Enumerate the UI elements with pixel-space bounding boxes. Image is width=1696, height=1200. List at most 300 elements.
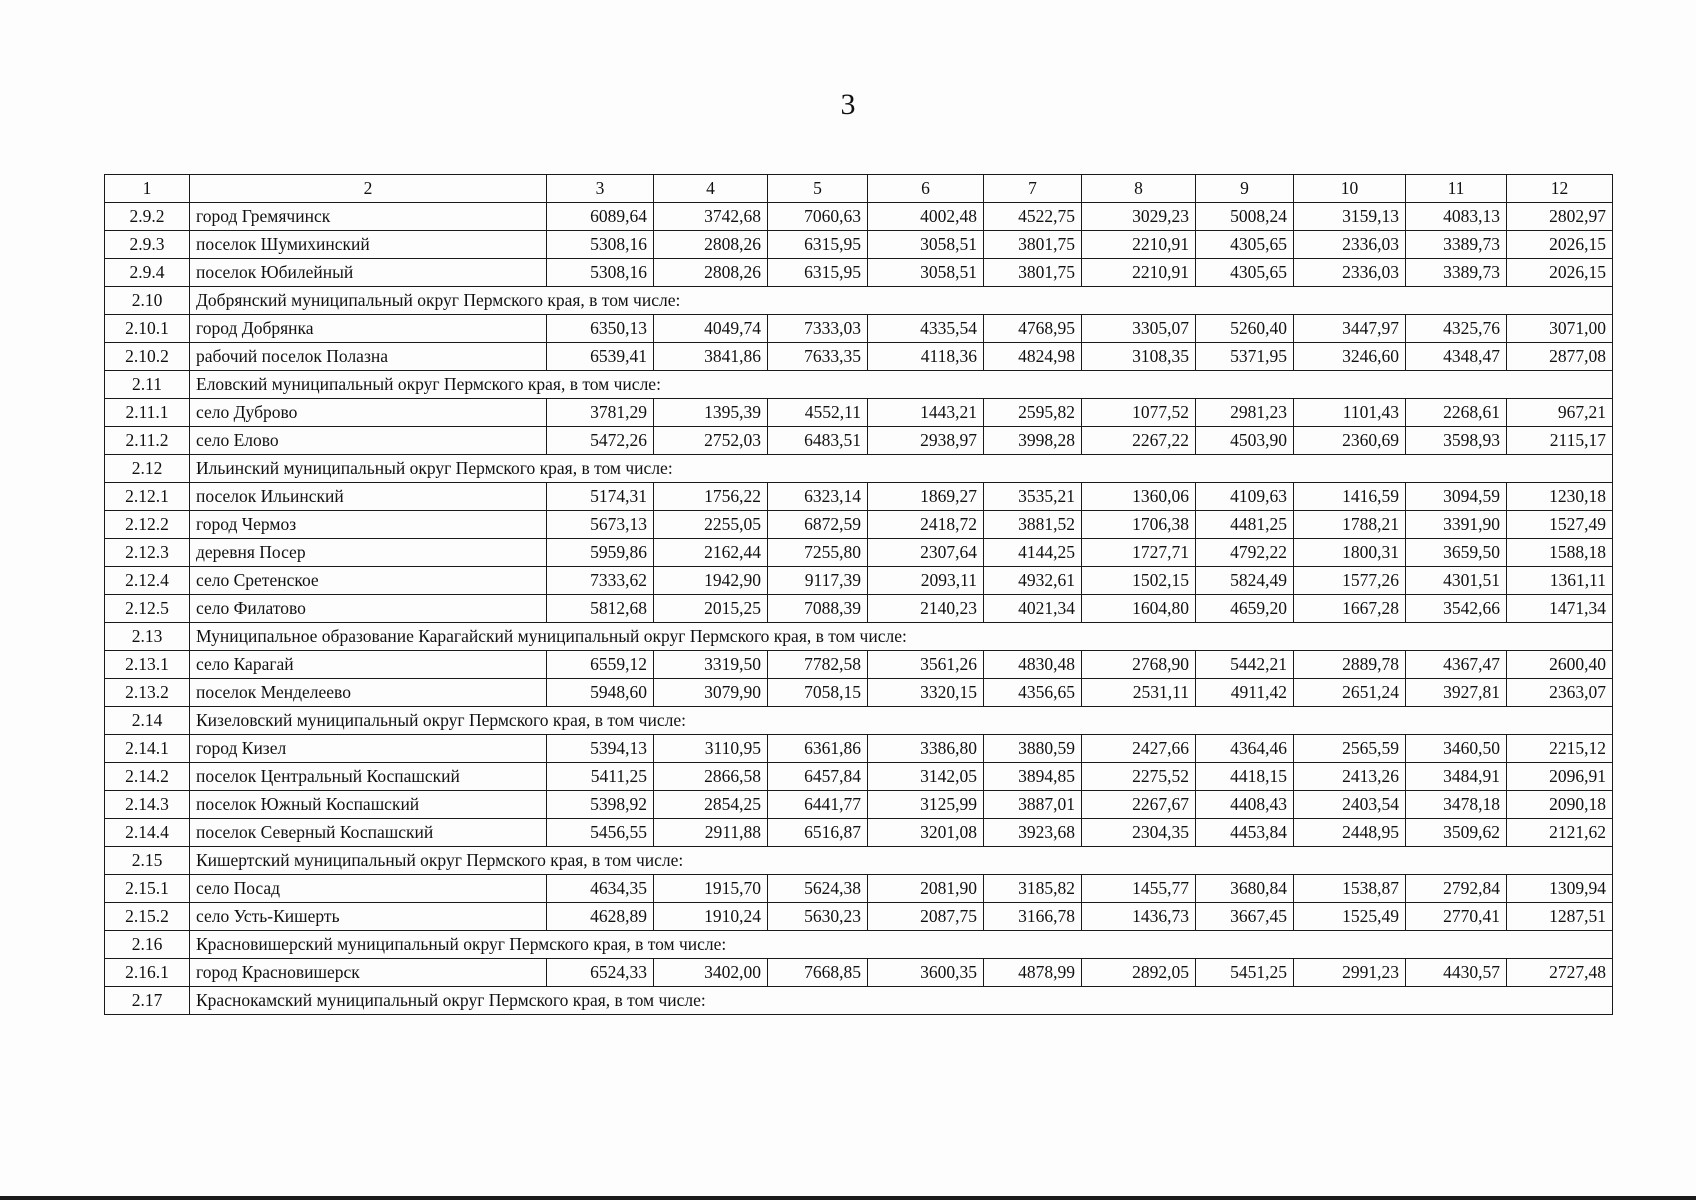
value-cell: 3894,85 [984,763,1082,791]
value-cell: 7668,85 [768,959,868,987]
value-cell: 1309,94 [1507,875,1613,903]
row-number: 2.12.3 [105,539,190,567]
section-number: 2.16 [105,931,190,959]
header-cell: 1 [105,175,190,203]
value-cell: 6089,64 [547,203,654,231]
value-cell: 3680,84 [1196,875,1294,903]
value-cell: 1287,51 [1507,903,1613,931]
settlement-name: город Красновишерск [190,959,547,987]
value-cell: 6516,87 [768,819,868,847]
value-cell: 4418,15 [1196,763,1294,791]
value-cell: 5472,26 [547,427,654,455]
value-cell: 3801,75 [984,231,1082,259]
value-cell: 2307,64 [868,539,984,567]
value-cell: 7333,03 [768,315,868,343]
value-cell: 3079,90 [654,679,768,707]
value-cell: 3166,78 [984,903,1082,931]
value-cell: 3880,59 [984,735,1082,763]
table-row [105,511,1613,539]
table-row [105,959,1613,987]
value-cell: 2911,88 [654,819,768,847]
scan-edge-line [0,1196,1696,1200]
row-number: 2.10.1 [105,315,190,343]
value-cell: 5451,25 [1196,959,1294,987]
tariff-table [104,174,1613,1015]
value-cell: 5948,60 [547,679,654,707]
value-cell: 5008,24 [1196,203,1294,231]
value-cell: 2413,26 [1294,763,1406,791]
value-cell: 1471,34 [1507,595,1613,623]
value-cell: 3319,50 [654,651,768,679]
table-row [105,567,1613,595]
row-number: 2.14.3 [105,791,190,819]
value-cell: 7058,15 [768,679,868,707]
value-cell: 3460,50 [1406,735,1507,763]
value-cell: 4430,57 [1406,959,1507,987]
value-cell: 2255,05 [654,511,768,539]
value-cell: 2215,12 [1507,735,1613,763]
value-cell: 1502,15 [1082,567,1196,595]
value-cell: 3246,60 [1294,343,1406,371]
value-cell: 1525,49 [1294,903,1406,931]
value-cell: 1756,22 [654,483,768,511]
value-cell: 3094,59 [1406,483,1507,511]
table-row [105,539,1613,567]
row-number: 2.13.1 [105,651,190,679]
settlement-name: поселок Менделеево [190,679,547,707]
table-row [105,203,1613,231]
value-cell: 4659,20 [1196,595,1294,623]
value-cell: 7255,80 [768,539,868,567]
value-cell: 4634,35 [547,875,654,903]
value-cell: 3386,80 [868,735,984,763]
settlement-name: поселок Ильинский [190,483,547,511]
value-cell: 2093,11 [868,567,984,595]
table-row [105,427,1613,455]
value-cell: 2336,03 [1294,259,1406,287]
value-cell: 3841,86 [654,343,768,371]
value-cell: 5398,92 [547,791,654,819]
row-number: 2.12.1 [105,483,190,511]
value-cell: 4305,65 [1196,259,1294,287]
value-cell: 6872,59 [768,511,868,539]
section-number: 2.15 [105,847,190,875]
value-cell: 3509,62 [1406,819,1507,847]
row-number: 2.11.1 [105,399,190,427]
value-cell: 2877,08 [1507,343,1613,371]
row-number: 2.14.4 [105,819,190,847]
value-cell: 4768,95 [984,315,1082,343]
row-number: 2.13.2 [105,679,190,707]
value-cell: 4301,51 [1406,567,1507,595]
table-row [105,735,1613,763]
value-cell: 2121,62 [1507,819,1613,847]
value-cell: 4021,34 [984,595,1082,623]
value-cell: 2268,61 [1406,399,1507,427]
row-number: 2.9.2 [105,203,190,231]
value-cell: 2081,90 [868,875,984,903]
section-row [105,707,1613,735]
settlement-name: город Кизел [190,735,547,763]
value-cell: 1942,90 [654,567,768,595]
row-number: 2.10.2 [105,343,190,371]
value-cell: 2210,91 [1082,231,1196,259]
value-cell: 2892,05 [1082,959,1196,987]
value-cell: 3110,95 [654,735,768,763]
value-cell: 2403,54 [1294,791,1406,819]
settlement-name: деревня Посер [190,539,547,567]
value-cell: 5624,38 [768,875,868,903]
value-cell: 1706,38 [1082,511,1196,539]
value-cell: 4348,47 [1406,343,1507,371]
value-cell: 4364,46 [1196,735,1294,763]
page-number: 3 [840,88,856,121]
section-row [105,931,1613,959]
value-cell: 3542,66 [1406,595,1507,623]
section-title: Кишертский муниципальный округ Пермского края, в том числе: [190,847,1613,875]
value-cell: 3389,73 [1406,259,1507,287]
value-cell: 7633,35 [768,343,868,371]
value-cell: 5456,55 [547,819,654,847]
value-cell: 5174,31 [547,483,654,511]
value-cell: 2938,97 [868,427,984,455]
section-row [105,623,1613,651]
value-cell: 3159,13 [1294,203,1406,231]
value-cell: 3108,35 [1082,343,1196,371]
table-row [105,259,1613,287]
value-cell: 1788,21 [1294,511,1406,539]
value-cell: 2854,25 [654,791,768,819]
value-cell: 3881,52 [984,511,1082,539]
settlement-name: поселок Северный Коспашский [190,819,547,847]
value-cell: 6323,14 [768,483,868,511]
row-number: 2.14.1 [105,735,190,763]
section-number: 2.14 [105,707,190,735]
value-cell: 3058,51 [868,259,984,287]
value-cell: 4002,48 [868,203,984,231]
value-cell: 4792,22 [1196,539,1294,567]
value-cell: 6441,77 [768,791,868,819]
value-cell: 3201,08 [868,819,984,847]
value-cell: 3478,18 [1406,791,1507,819]
value-cell: 7088,39 [768,595,868,623]
value-cell: 2336,03 [1294,231,1406,259]
row-number: 2.14.2 [105,763,190,791]
value-cell: 1800,31 [1294,539,1406,567]
value-cell: 1910,24 [654,903,768,931]
value-cell: 2140,23 [868,595,984,623]
value-cell: 5442,21 [1196,651,1294,679]
value-cell: 1604,80 [1082,595,1196,623]
value-cell: 1436,73 [1082,903,1196,931]
value-cell: 4144,25 [984,539,1082,567]
value-cell: 5411,25 [547,763,654,791]
header-cell: 6 [868,175,984,203]
value-cell: 4109,63 [1196,483,1294,511]
value-cell: 1455,77 [1082,875,1196,903]
value-cell: 2808,26 [654,259,768,287]
settlement-name: село Сретенское [190,567,547,595]
value-cell: 6350,13 [547,315,654,343]
value-cell: 7782,58 [768,651,868,679]
value-cell: 4305,65 [1196,231,1294,259]
row-number: 2.9.3 [105,231,190,259]
value-cell: 2600,40 [1507,651,1613,679]
settlement-name: рабочий поселок Полазна [190,343,547,371]
value-cell: 2304,35 [1082,819,1196,847]
value-cell: 3320,15 [868,679,984,707]
value-cell: 4830,48 [984,651,1082,679]
value-cell: 7333,62 [547,567,654,595]
value-cell: 3402,00 [654,959,768,987]
value-cell: 2026,15 [1507,231,1613,259]
settlement-name: село Карагай [190,651,547,679]
value-cell: 4408,43 [1196,791,1294,819]
table-row [105,399,1613,427]
table-row [105,315,1613,343]
value-cell: 4552,11 [768,399,868,427]
row-number: 2.15.2 [105,903,190,931]
value-cell: 2275,52 [1082,763,1196,791]
section-row [105,847,1613,875]
value-cell: 2267,67 [1082,791,1196,819]
table-row [105,763,1613,791]
value-cell: 2363,07 [1507,679,1613,707]
table-row [105,679,1613,707]
section-row [105,371,1613,399]
table-body [105,175,1613,1015]
header-cell: 7 [984,175,1082,203]
value-cell: 4878,99 [984,959,1082,987]
value-cell: 2727,48 [1507,959,1613,987]
value-cell: 4083,13 [1406,203,1507,231]
value-cell: 5673,13 [547,511,654,539]
value-cell: 2026,15 [1507,259,1613,287]
value-cell: 3484,91 [1406,763,1507,791]
value-cell: 6524,33 [547,959,654,987]
value-cell: 2808,26 [654,231,768,259]
value-cell: 2360,69 [1294,427,1406,455]
table-row [105,791,1613,819]
value-cell: 2210,91 [1082,259,1196,287]
value-cell: 1577,26 [1294,567,1406,595]
row-number: 2.16.1 [105,959,190,987]
value-cell: 5630,23 [768,903,868,931]
settlement-name: поселок Центральный Коспашский [190,763,547,791]
settlement-name: поселок Шумихинский [190,231,547,259]
table-row [105,875,1613,903]
value-cell: 1869,27 [868,483,984,511]
header-cell: 9 [1196,175,1294,203]
value-cell: 3029,23 [1082,203,1196,231]
value-cell: 6539,41 [547,343,654,371]
value-cell: 2802,97 [1507,203,1613,231]
table-row [105,651,1613,679]
value-cell: 1667,28 [1294,595,1406,623]
value-cell: 1588,18 [1507,539,1613,567]
value-cell: 3142,05 [868,763,984,791]
value-cell: 1077,52 [1082,399,1196,427]
section-title: Ильинский муниципальный округ Пермского края, в том числе: [190,455,1613,483]
value-cell: 3742,68 [654,203,768,231]
section-title: Добрянский муниципальный округ Пермского края, в том числе: [190,287,1613,315]
value-cell: 3125,99 [868,791,984,819]
value-cell: 1230,18 [1507,483,1613,511]
header-cell: 8 [1082,175,1196,203]
value-cell: 4367,47 [1406,651,1507,679]
value-cell: 3598,93 [1406,427,1507,455]
value-cell: 6559,12 [547,651,654,679]
value-cell: 1416,59 [1294,483,1406,511]
value-cell: 2595,82 [984,399,1082,427]
table-row [105,595,1613,623]
value-cell: 1915,70 [654,875,768,903]
value-cell: 2162,44 [654,539,768,567]
value-cell: 5959,86 [547,539,654,567]
header-cell: 5 [768,175,868,203]
value-cell: 9117,39 [768,567,868,595]
row-number: 2.12.4 [105,567,190,595]
header-cell: 10 [1294,175,1406,203]
value-cell: 4522,75 [984,203,1082,231]
value-cell: 3391,90 [1406,511,1507,539]
value-cell: 2090,18 [1507,791,1613,819]
value-cell: 3927,81 [1406,679,1507,707]
value-cell: 2770,41 [1406,903,1507,931]
value-cell: 1360,06 [1082,483,1196,511]
value-cell: 2015,25 [654,595,768,623]
value-cell: 1527,49 [1507,511,1613,539]
value-cell: 3659,50 [1406,539,1507,567]
value-cell: 2087,75 [868,903,984,931]
value-cell: 4824,98 [984,343,1082,371]
value-cell: 1101,43 [1294,399,1406,427]
section-number: 2.12 [105,455,190,483]
value-cell: 3447,97 [1294,315,1406,343]
settlement-name: село Усть-Кишерть [190,903,547,931]
value-cell: 1538,87 [1294,875,1406,903]
header-cell: 4 [654,175,768,203]
table-row [105,819,1613,847]
value-cell: 4932,61 [984,567,1082,595]
value-cell: 967,21 [1507,399,1613,427]
row-number: 2.12.5 [105,595,190,623]
section-title: Краснокамский муниципальный округ Пермского края, в том числе: [190,987,1613,1015]
value-cell: 7060,63 [768,203,868,231]
section-title: Муниципальное образование Карагайский муниципальный округ Пермского края, в том числе: [190,623,1613,651]
table-row [105,483,1613,511]
value-cell: 3801,75 [984,259,1082,287]
value-cell: 4356,65 [984,679,1082,707]
table-header-row [105,175,1613,203]
section-row [105,987,1613,1015]
settlement-name: поселок Юбилейный [190,259,547,287]
section-number: 2.11 [105,371,190,399]
value-cell: 3185,82 [984,875,1082,903]
settlement-name: город Добрянка [190,315,547,343]
value-cell: 6315,95 [768,259,868,287]
value-cell: 3058,51 [868,231,984,259]
table-row [105,231,1613,259]
header-cell: 11 [1406,175,1507,203]
value-cell: 2768,90 [1082,651,1196,679]
value-cell: 5824,49 [1196,567,1294,595]
value-cell: 2651,24 [1294,679,1406,707]
value-cell: 4118,36 [868,343,984,371]
value-cell: 3389,73 [1406,231,1507,259]
header-cell: 2 [190,175,547,203]
header-cell: 12 [1507,175,1613,203]
settlement-name: село Дуброво [190,399,547,427]
settlement-name: город Гремячинск [190,203,547,231]
section-number: 2.17 [105,987,190,1015]
section-title: Кизеловский муниципальный округ Пермского края, в том числе: [190,707,1613,735]
value-cell: 5260,40 [1196,315,1294,343]
settlement-name: село Посад [190,875,547,903]
value-cell: 2991,23 [1294,959,1406,987]
section-number: 2.13 [105,623,190,651]
value-cell: 4049,74 [654,315,768,343]
section-title: Красновишерский муниципальный округ Пермского края, в том числе: [190,931,1613,959]
settlement-name: село Филатово [190,595,547,623]
value-cell: 4325,76 [1406,315,1507,343]
value-cell: 5371,95 [1196,343,1294,371]
value-cell: 2267,22 [1082,427,1196,455]
value-cell: 2565,59 [1294,735,1406,763]
value-cell: 6457,84 [768,763,868,791]
value-cell: 3600,35 [868,959,984,987]
table-row [105,343,1613,371]
value-cell: 3667,45 [1196,903,1294,931]
value-cell: 2866,58 [654,763,768,791]
value-cell: 3998,28 [984,427,1082,455]
settlement-name: село Елово [190,427,547,455]
settlement-name: город Чермоз [190,511,547,539]
value-cell: 4628,89 [547,903,654,931]
value-cell: 5308,16 [547,259,654,287]
value-cell: 3781,29 [547,399,654,427]
settlement-name: поселок Южный Коспашский [190,791,547,819]
value-cell: 2096,91 [1507,763,1613,791]
value-cell: 1727,71 [1082,539,1196,567]
value-cell: 3923,68 [984,819,1082,847]
row-number: 2.15.1 [105,875,190,903]
value-cell: 2981,23 [1196,399,1294,427]
value-cell: 4911,42 [1196,679,1294,707]
value-cell: 3535,21 [984,483,1082,511]
value-cell: 2531,11 [1082,679,1196,707]
section-number: 2.10 [105,287,190,315]
value-cell: 1443,21 [868,399,984,427]
section-row [105,287,1613,315]
value-cell: 2115,17 [1507,427,1613,455]
value-cell: 3071,00 [1507,315,1613,343]
value-cell: 1361,11 [1507,567,1613,595]
value-cell: 5308,16 [547,231,654,259]
value-cell: 4481,25 [1196,511,1294,539]
value-cell: 2889,78 [1294,651,1406,679]
value-cell: 6361,86 [768,735,868,763]
value-cell: 2752,03 [654,427,768,455]
value-cell: 5812,68 [547,595,654,623]
value-cell: 1395,39 [654,399,768,427]
row-number: 2.9.4 [105,259,190,287]
section-row [105,455,1613,483]
table-row [105,903,1613,931]
value-cell: 4453,84 [1196,819,1294,847]
value-cell: 3887,01 [984,791,1082,819]
value-cell: 5394,13 [547,735,654,763]
